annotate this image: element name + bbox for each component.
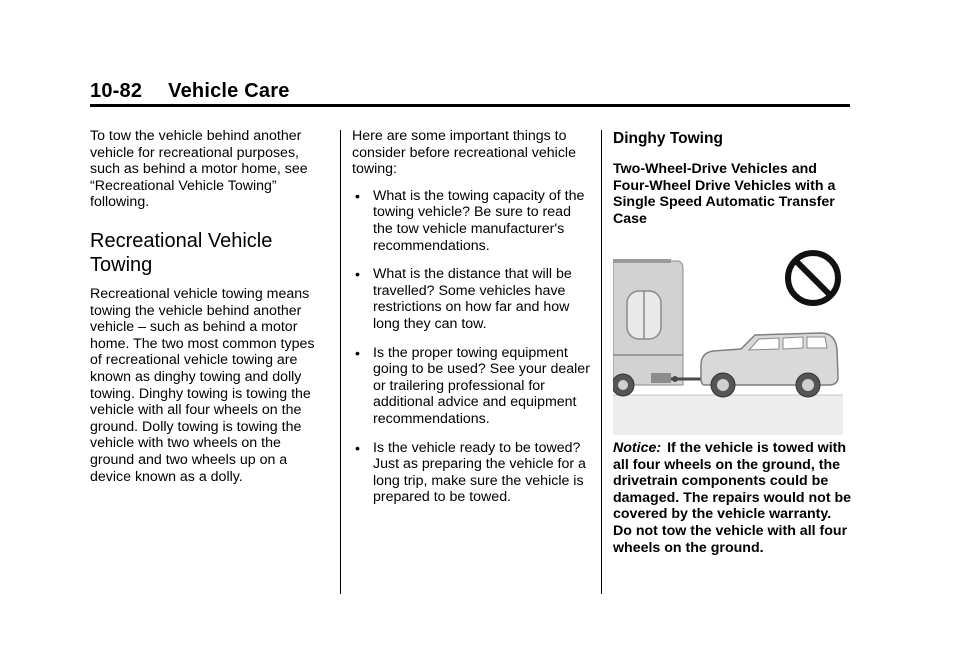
intro-paragraph: To tow the vehicle behind another vehicle for recreational purposes, such as behind a motor home, see “Recreational Vehicle Towing” following. (90, 128, 308, 211)
column-2 (352, 128, 592, 518)
column-3 (613, 128, 853, 556)
list-item-text: What is the towing capacity of the towing vehicle? Be sure to read the tow vehicle manufacturer's recommendations. (373, 187, 585, 254)
column-divider-2 (601, 130, 602, 594)
considerations-list (352, 188, 592, 506)
considerations-intro: Here are some important things to consider before recreational vehicle towing: (352, 128, 576, 178)
list-item (352, 188, 592, 254)
list-item (352, 345, 592, 428)
recreational-towing-heading: Recreational Vehicle Towing (90, 229, 273, 276)
dinghy-towing-prohibited-illustration (613, 245, 843, 435)
notice-label: Notice: (613, 439, 662, 456)
notice-paragraph (613, 440, 853, 556)
dinghy-towing-heading: Dinghy Towing (613, 130, 723, 147)
bullet-icon: • (355, 267, 360, 284)
page-number: 10-82 (90, 80, 143, 102)
list-item (352, 266, 592, 332)
list-item-text: Is the proper towing equipment going to be used? See your dealer or trailering professional for additional advice and equipment recommendations. (373, 344, 590, 427)
notice-text: If the vehicle is towed with all four wheels on the ground, the drivetrain components could be damaged. The repairs would not be covered by the vehicle warranty. Do not tow the vehicle with all four wheels on the ground. (613, 439, 852, 556)
section-title: Vehicle Care (168, 80, 290, 102)
column-1 (90, 128, 328, 485)
list-item-text: What is the distance that will be travelled? Some vehicles have restrictions on how far and how long they can tow. (373, 266, 572, 332)
vehicle-type-subheading: Two-Wheel-Drive Vehicles and Four-Wheel Drive Vehicles with a Single Speed Automatic Transfer Case (613, 161, 836, 227)
column-divider-1 (340, 130, 341, 594)
page-header (90, 80, 290, 103)
list-item-text: Is the vehicle ready to be towed? Just as preparing the vehicle for a long trip, make sure the vehicle is prepared to be towed. (373, 439, 586, 506)
header-rule (90, 104, 850, 107)
recreational-towing-body: Recreational vehicle towing means towing the vehicle behind another vehicle – such as behind a motor home. The two most common types of recreational vehicle towing are known as dinghy towing and dolly towing. Dinghy towing is towing the vehicle with all four wheels on the ground. Dolly towing is towing the vehicle with two wheels on the ground and two wheels up on a device known as a dolly. (90, 285, 315, 485)
bullet-icon: • (355, 188, 360, 205)
bullet-icon: • (355, 440, 360, 457)
list-item (352, 440, 592, 506)
motor-home-icon (613, 261, 683, 396)
bullet-icon: • (355, 345, 360, 362)
